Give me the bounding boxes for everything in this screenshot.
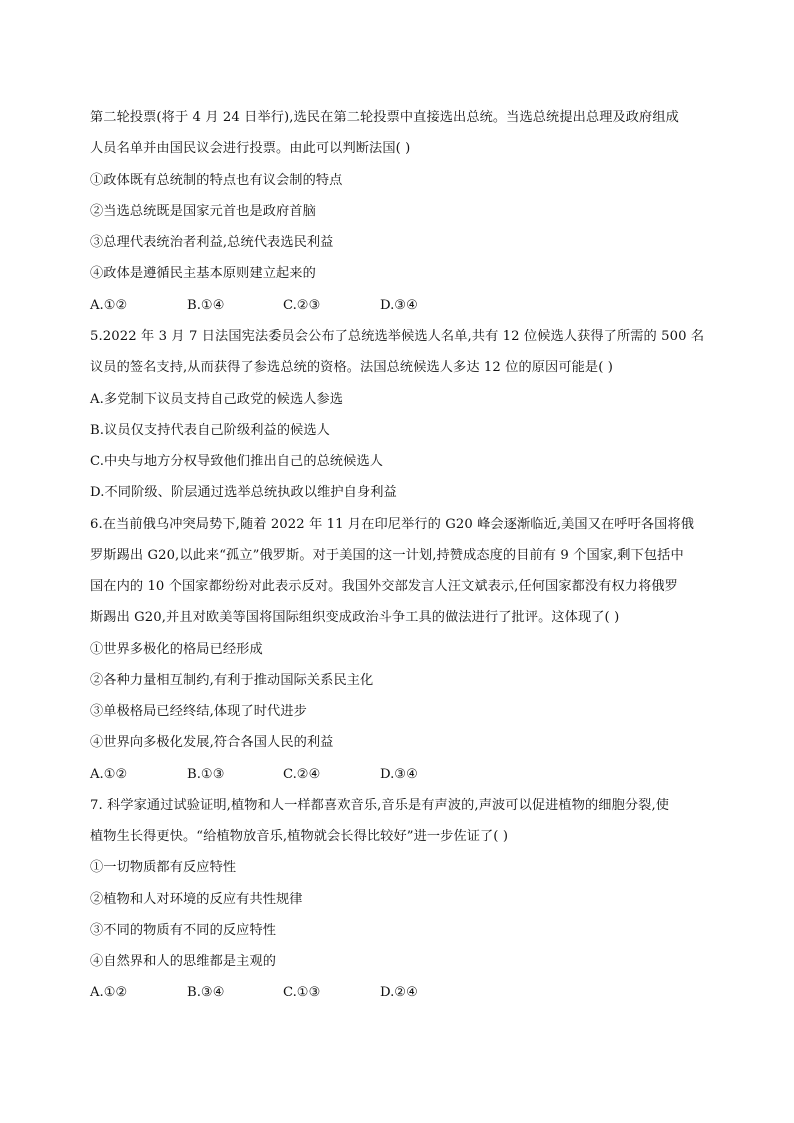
q4-statement-2: ②当选总统既是国家元首也是政府首脑: [90, 204, 316, 219]
q6-option-c: C.②④: [283, 767, 321, 782]
q5-stem-line-1: 5.2022 年 3 月 7 日法国宪法委员会公布了总统选举候选人名单,共有 12 位候选人获得了所需的 500 名: [90, 329, 705, 344]
q4-statement-4: ④政体是遵循民主基本原则建立起来的: [90, 266, 316, 281]
q7-stem-line-2: 植物生长得更快。“给植物放音乐,植物就会长得比较好”进一步佐证了( ): [90, 829, 509, 844]
q7-option-c: C.①③: [283, 985, 321, 1000]
q6-stem-line-1: 6.在当前俄乌冲突局势下,随着 2022 年 11 月在印尼举行的 G20 峰会逐渐临近,美国又在呼吁各国将俄: [90, 517, 695, 532]
q5-option-c: C.中央与地方分权导致他们推出自己的总统候选人: [90, 454, 384, 469]
q4-option-d: D.③④: [380, 298, 418, 313]
q6-statement-3: ③单极格局已经终结,体现了时代进步: [90, 704, 307, 719]
q5-option-d: D.不同阶级、阶层通过选举总统执政以维护自身利益: [90, 485, 397, 500]
q5-option-a: A.多党制下议员支持自己政党的候选人参选: [90, 392, 344, 407]
q7-option-a: A.①②: [90, 985, 128, 1000]
q6-statement-1: ①世界多极化的格局已经形成: [90, 642, 263, 657]
q7-statement-1: ①一切物质都有反应特性: [90, 860, 237, 875]
q7-statement-3: ③不同的物质有不同的反应特性: [90, 923, 277, 938]
q6-statement-4: ④世界向多极化发展,符合各国人民的利益: [90, 735, 334, 750]
q5-stem-line-2: 议员的签名支持,从而获得了参选总统的资格。法国总统候选人多达 12 位的原因可能是( ): [90, 360, 613, 375]
q4-option-b: B.①④: [187, 298, 225, 313]
q7-statement-2: ②植物和人对环境的反应有共性规律: [90, 892, 303, 907]
q4-stem-line-1: 第二轮投票(将于 4 月 24 日举行),选民在第二轮投票中直接选出总统。当选总统提出总理及政府组成: [90, 110, 679, 125]
q6-stem-line-2: 罗斯踢出 G20,以此来“孤立”俄罗斯。对于美国的这一计划,持赞成态度的目前有 9 个国家,剩下包括中: [90, 548, 684, 563]
q6-statement-2: ②各种力量相互制约,有利于推动国际关系民主化: [90, 673, 374, 688]
q6-option-d: D.③④: [380, 767, 418, 782]
q6-option-b: B.①③: [187, 767, 225, 782]
q4-statement-3: ③总理代表统治者利益,总统代表选民利益: [90, 235, 334, 250]
q5-option-b: B.议员仅支持代表自己阶级利益的候选人: [90, 423, 330, 438]
q4-statement-1: ①政体既有总统制的特点也有议会制的特点: [90, 173, 343, 188]
q4-option-a: A.①②: [90, 298, 128, 313]
q6-stem-line-3: 国在内的 10 个国家都纷纷对此表示反对。我国外交部发言人汪文斌表示,任何国家都没有权力将俄罗: [90, 579, 678, 594]
q6-stem-line-4: 斯踢出 G20,并且对欧美等国将国际组织变成政治斗争工具的做法进行了批评。这体现了( ): [90, 610, 620, 625]
q4-stem-line-2: 人员名单并由国民议会进行投票。由此可以判断法国( ): [90, 141, 411, 156]
q7-stem-line-1: 7. 科学家通过试验证明,植物和人一样都喜欢音乐,音乐是有声波的,声波可以促进植物的细胞分裂,使: [90, 798, 670, 813]
q7-option-b: B.③④: [187, 985, 225, 1000]
q7-statement-4: ④自然界和人的思维都是主观的: [90, 954, 277, 969]
q7-option-d: D.②④: [380, 985, 418, 1000]
q6-option-a: A.①②: [90, 767, 128, 782]
q4-option-c: C.②③: [283, 298, 321, 313]
